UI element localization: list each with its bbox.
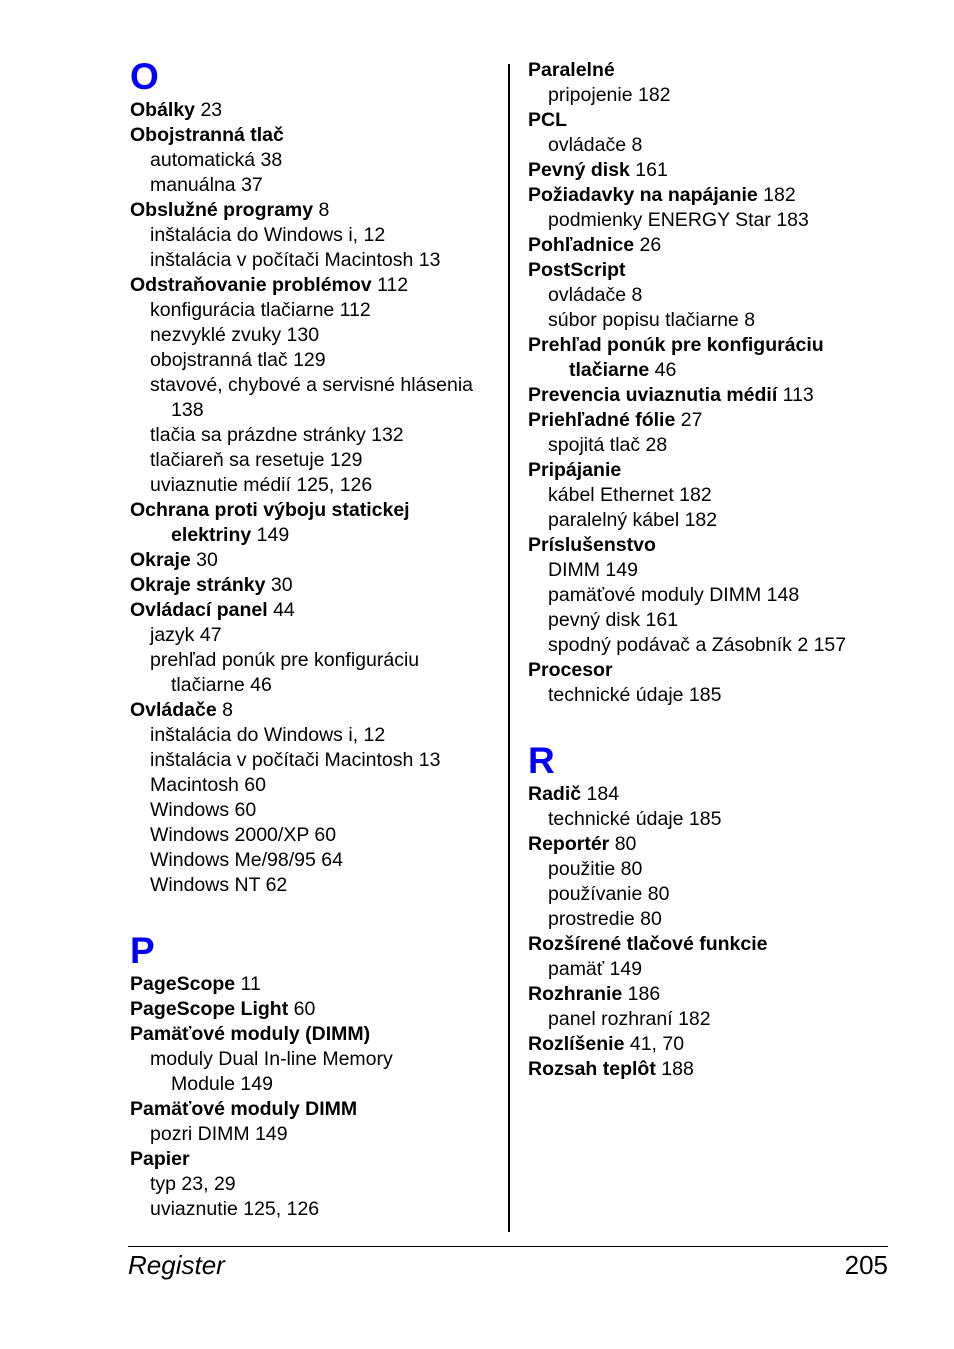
entry-references: 46 xyxy=(649,359,677,381)
entry-references: ovládače 8 xyxy=(548,134,643,156)
entry-references: 27 xyxy=(675,409,703,431)
index-subentry xyxy=(130,298,500,323)
column-divider xyxy=(508,64,510,1232)
entry-references: 44 xyxy=(267,599,295,621)
index-entry xyxy=(130,198,500,223)
index-subentry xyxy=(130,423,500,448)
index-subentry xyxy=(130,373,500,398)
entry-references: 8 xyxy=(313,199,330,221)
entry-references: spojitá tlač 28 xyxy=(548,434,668,456)
index-entry xyxy=(528,1057,918,1082)
entry-references: 30 xyxy=(265,574,293,596)
index-subentry xyxy=(528,608,918,633)
entry-references: inštalácia do Windows i, 12 xyxy=(150,224,386,246)
entry-references: typ 23, 29 xyxy=(150,1173,236,1195)
footer-rule xyxy=(128,1246,888,1247)
index-entry xyxy=(528,333,918,358)
entry-references: 8 xyxy=(216,699,233,721)
index-entry xyxy=(528,233,918,258)
entry-references: prostredie 80 xyxy=(548,908,662,930)
entry-references: 184 xyxy=(581,783,620,805)
entry-term: Odstraňovanie problémov xyxy=(130,274,372,296)
index-subentry xyxy=(130,1197,500,1222)
entry-term: Pripájanie xyxy=(528,459,622,481)
index-entry xyxy=(130,98,500,123)
entry-references: 138 xyxy=(171,399,204,421)
entry-references: 186 xyxy=(622,983,661,1005)
entry-references: 60 xyxy=(288,998,316,1020)
index-subentry xyxy=(528,807,918,832)
entry-term: Reportér xyxy=(528,833,610,855)
entry-references: uviaznutie 125, 126 xyxy=(150,1198,320,1220)
index-subentry xyxy=(130,448,500,473)
entry-references: Windows 2000/XP 60 xyxy=(150,824,337,846)
index-subentry xyxy=(130,473,500,498)
index-subentry xyxy=(130,873,500,898)
entry-references: 161 xyxy=(629,159,668,181)
index-subentry xyxy=(528,208,918,233)
entry-term: Prehľad ponúk pre konfiguráciu xyxy=(528,334,824,356)
index-subentry xyxy=(130,348,500,373)
index-entry xyxy=(528,383,918,408)
entry-term: Príslušenstvo xyxy=(528,534,656,556)
index-subentry xyxy=(130,648,500,673)
index-entry xyxy=(528,258,918,283)
index-subentry xyxy=(130,223,500,248)
index-entry xyxy=(130,698,500,723)
entry-references: prehľad ponúk pre konfiguráciu xyxy=(150,649,420,671)
entry-term: tlačiarne xyxy=(569,359,650,381)
index-entry xyxy=(130,123,500,148)
index-column-left xyxy=(130,56,500,1222)
entry-references: tlačia sa prázdne stránky 132 xyxy=(150,424,404,446)
entry-references: používanie 80 xyxy=(548,883,670,905)
entry-term: Ovládače xyxy=(130,699,217,721)
index-subentry xyxy=(528,433,918,458)
entry-term: Ovládací panel xyxy=(130,599,268,621)
entry-references: 11 xyxy=(235,973,261,995)
index-subentry xyxy=(130,523,500,548)
index-subentry xyxy=(130,823,500,848)
entry-term: Pohľadnice xyxy=(528,234,635,256)
entry-references: paralelný kábel 182 xyxy=(548,509,718,531)
index-subentry xyxy=(130,173,500,198)
entry-references: jazyk 47 xyxy=(150,624,222,646)
index-subentry xyxy=(130,323,500,348)
entry-term: Pamäťové moduly DIMM xyxy=(130,1098,358,1120)
entry-term: Priehľadné fólie xyxy=(528,409,676,431)
index-entry xyxy=(130,498,500,523)
entry-references: inštalácia v počítači Macintosh 13 xyxy=(150,249,441,271)
entry-term: Okraje xyxy=(130,549,191,571)
index-subentry xyxy=(130,723,500,748)
entry-references: pamäťové moduly DIMM 148 xyxy=(548,584,800,606)
index-entry xyxy=(528,408,918,433)
index-entry xyxy=(528,832,918,857)
entry-term: Požiadavky na napájanie xyxy=(528,184,758,206)
index-entry xyxy=(528,108,918,133)
entry-references: uviaznutie médií 125, 126 xyxy=(150,474,373,496)
index-subentry xyxy=(528,508,918,533)
index-column-right xyxy=(528,58,918,1082)
entry-term: Rozšírené tlačové funkcie xyxy=(528,933,768,955)
section-gap xyxy=(130,898,500,930)
index-subentry xyxy=(130,1172,500,1197)
index-subentry xyxy=(130,748,500,773)
entry-references: 112 xyxy=(371,274,409,296)
section-letter: P xyxy=(130,930,155,971)
index-subentry xyxy=(528,283,918,308)
index-subentry xyxy=(130,398,500,423)
footer-title: Register xyxy=(128,1250,225,1280)
index-entry xyxy=(528,458,918,483)
entry-references: stavové, chybové a servisné hlásenia xyxy=(150,374,474,396)
index-subentry xyxy=(528,83,918,108)
entry-term: Ochrana proti výboju statickej xyxy=(130,499,410,521)
entry-references: pevný disk 161 xyxy=(548,609,679,631)
entry-term: PageScope Light xyxy=(130,998,289,1020)
index-entry xyxy=(528,932,918,957)
entry-term: Paralelné xyxy=(528,59,615,81)
index-entry xyxy=(130,573,500,598)
index-subentry xyxy=(130,773,500,798)
entry-term: elektriny xyxy=(171,524,252,546)
index-entry xyxy=(528,183,918,208)
section-letter: R xyxy=(528,740,555,781)
entry-term: Rozlíšenie xyxy=(528,1033,625,1055)
entry-references: súbor popisu tlačiarne 8 xyxy=(548,309,756,331)
entry-term: PCL xyxy=(528,109,567,131)
section-letter: O xyxy=(130,56,159,97)
entry-references: 182 xyxy=(757,184,796,206)
index-subentry xyxy=(130,798,500,823)
entry-references: Windows NT 62 xyxy=(150,874,288,896)
entry-references: 80 xyxy=(609,833,637,855)
index-subentry xyxy=(528,1007,918,1032)
entry-term: Pevný disk xyxy=(528,159,630,181)
entry-references: technické údaje 185 xyxy=(548,808,722,830)
entry-term: Obálky xyxy=(130,99,196,121)
index-subentry xyxy=(528,907,918,932)
index-subentry xyxy=(528,882,918,907)
index-entry xyxy=(130,1147,500,1172)
entry-references: konfigurácia tlačiarne 112 xyxy=(150,299,371,321)
index-subentry xyxy=(130,1122,500,1147)
entry-references: pamäť 149 xyxy=(548,958,643,980)
index-entry xyxy=(130,1097,500,1122)
entry-references: moduly Dual In-line Memory xyxy=(150,1048,393,1070)
index-entry xyxy=(528,782,918,807)
entry-references: obojstranná tlač 129 xyxy=(150,349,326,371)
entry-references: spodný podávač a Zásobník 2 157 xyxy=(548,634,847,656)
entry-references: 149 xyxy=(251,524,290,546)
index-subentry xyxy=(130,673,500,698)
entry-references: manuálna 37 xyxy=(150,174,263,196)
index-subentry xyxy=(528,583,918,608)
index-entry xyxy=(130,997,500,1022)
entry-references: nezvyklé zvuky 130 xyxy=(150,324,320,346)
index-entry xyxy=(528,982,918,1007)
entry-references: kábel Ethernet 182 xyxy=(548,484,712,506)
index-entry xyxy=(528,1032,918,1057)
index-entry xyxy=(130,972,500,997)
index-subentry xyxy=(528,558,918,583)
entry-references: Windows 60 xyxy=(150,799,257,821)
index-subentry xyxy=(528,358,918,383)
entry-references: použitie 80 xyxy=(548,858,643,880)
entry-term: PostScript xyxy=(528,259,626,281)
entry-references: podmienky ENERGY Star 183 xyxy=(548,209,809,231)
entry-term: Obslužné programy xyxy=(130,199,314,221)
index-entry xyxy=(528,658,918,683)
entry-term: PageScope xyxy=(130,973,236,995)
index-entry xyxy=(130,598,500,623)
entry-term: Papier xyxy=(130,1148,190,1170)
index-subentry xyxy=(130,248,500,273)
index-subentry xyxy=(528,483,918,508)
index-subentry xyxy=(130,1072,500,1097)
entry-references: 188 xyxy=(655,1058,694,1080)
entry-term: Radič xyxy=(528,783,582,805)
entry-term: Procesor xyxy=(528,659,613,681)
index-subentry xyxy=(528,308,918,333)
entry-term: Okraje stránky xyxy=(130,574,266,596)
index-entry xyxy=(528,158,918,183)
entry-references: technické údaje 185 xyxy=(548,684,722,706)
index-entry xyxy=(130,273,500,298)
index-subentry xyxy=(528,683,918,708)
entry-references: inštalácia do Windows i, 12 xyxy=(150,724,386,746)
index-subentry xyxy=(130,623,500,648)
index-entry xyxy=(130,548,500,573)
section-gap xyxy=(528,708,918,740)
entry-term: Obojstranná tlač xyxy=(130,124,284,146)
entry-term: Prevencia uviaznutia médií xyxy=(528,384,778,406)
entry-references: Module 149 xyxy=(171,1073,273,1095)
index-subentry xyxy=(130,148,500,173)
index-entry xyxy=(130,1022,500,1047)
entry-references: 23 xyxy=(195,99,223,121)
entry-references: ovládače 8 xyxy=(548,284,643,306)
index-subentry xyxy=(130,848,500,873)
entry-references: automatická 38 xyxy=(150,149,283,171)
page-number: 205 xyxy=(844,1250,888,1280)
entry-references: 41, 70 xyxy=(624,1033,685,1055)
entry-references: inštalácia v počítači Macintosh 13 xyxy=(150,749,441,771)
index-subentry xyxy=(528,857,918,882)
index-entry xyxy=(528,58,918,83)
entry-references: 26 xyxy=(634,234,662,256)
entry-references: DIMM 149 xyxy=(548,559,638,581)
index-subentry xyxy=(130,1047,500,1072)
entry-references: 30 xyxy=(190,549,218,571)
entry-references: panel rozhraní 182 xyxy=(548,1008,711,1030)
index-entry xyxy=(528,533,918,558)
entry-term: Pamäťové moduly (DIMM) xyxy=(130,1023,371,1045)
entry-term: Rozhranie xyxy=(528,983,623,1005)
entry-references: pripojenie 182 xyxy=(548,84,671,106)
entry-references: tlačiarne 46 xyxy=(171,674,272,696)
entry-term: Rozsah teplôt xyxy=(528,1058,656,1080)
entry-references: pozri DIMM 149 xyxy=(150,1123,288,1145)
index-subentry xyxy=(528,633,918,658)
index-subentry xyxy=(528,133,918,158)
entry-references: tlačiareň sa resetuje 129 xyxy=(150,449,363,471)
entry-references: Macintosh 60 xyxy=(150,774,266,796)
entry-references: 113 xyxy=(777,384,814,406)
index-subentry xyxy=(528,957,918,982)
entry-references: Windows Me/98/95 64 xyxy=(150,849,343,871)
